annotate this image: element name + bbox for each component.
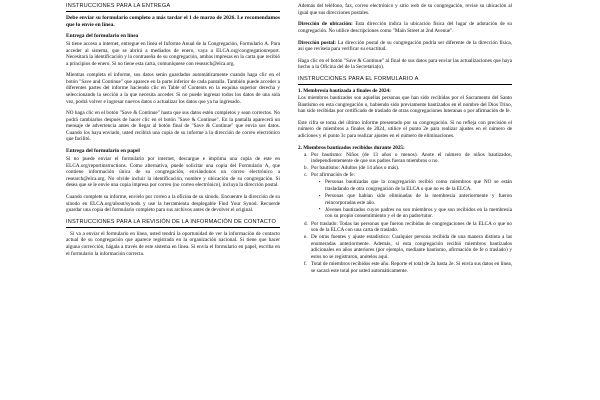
delivery-instructions-heading: INSTRUCCIONES PARA LA ENTREGA: [66, 3, 280, 12]
list-item-text: Por bautismo: Niños (de 13 años o menos). Anote el número de niños bautizados, independientemente de que sus padres fueran miembros o no.: [311, 151, 512, 165]
item-1-paragraph-1: Los miembros bautizados son aquellas personas que han sido recibidas por el Sacramento del Santo Bautismo en esta congregación o, habiendo sido previamente bautizados en el nombre del Dios Trino, han sido recibidas por certificado de traslado de otras congregaciones luteranas o por afirmación de fe.: [298, 95, 512, 115]
bullet-item: ▪ Personas que habían sido eliminadas de la membresía anteriormente y fueron reincorporadas este año.: [320, 193, 512, 206]
online-submission-paragraph-1: Si tiene acceso a internet, entregue en línea el Informe Anual de la Congregación, Formulario A. Para acceder al sistema, que se abrirá a mediados de enero, vaya a ELCA.org/congregationreport. Necesitará la identificación y la contraseña de su congregación, ambas impresas en la carta que recibió a principios de enero. Si no tiene esta carta, comuníquese con research@elca.org.: [66, 40, 280, 67]
online-submission-heading: Entrega del formulario en línea: [66, 32, 139, 39]
list-marker: d.: [304, 220, 308, 227]
paper-submission-paragraph-2: Cuando complete su informe, envíelo por correo a la oficina de su sínodo. Encuentre la dirección de su sínodo en ELCA.org/about/synods y use la herramienta desplegable Find Your Synod. Recuerde guardar una copia del formulario completo para sus archivos antes de devolver el original.: [66, 194, 280, 214]
item-1-title: 1. Membresía bautizada a finales de 2024:: [298, 88, 391, 95]
left-column: [66, 3, 280, 262]
save-continue-paragraph: Haga clic en el botón "Save & Continue" al final de sus datos para enviar las actualizaciones que haya hecho a la Oficina del de la Secretaria(o).: [298, 57, 512, 71]
item-2-sub-f: [304, 261, 512, 274]
contact-review-continuation: Además del teléfono, fax, correo electrónico y sitio web de su congregación, revise su ubicación al igual que sus direcciones postales.: [298, 3, 512, 16]
location-address-text: Esta dirección indica la ubicación física del lugar de adoración de su congregación. No utilice descripciones como "Main Street at 2nd Avenue".: [298, 21, 512, 34]
item-2-sub-c: [304, 172, 512, 219]
item-2-sublist: [298, 152, 512, 275]
list-marker: f.: [304, 261, 308, 268]
location-address-paragraph: [298, 21, 512, 34]
item-1-paragraph-2: Este cifra se toma del último informe presentado por su congregación. Si no refleja con precisión el número de miembros a finales de 2024, utilice el punto 2e para realizar ajustes en el número de adiciones y el punto 3c para realizar ajustes en el número de eliminaciones.: [298, 119, 512, 139]
list-item-text: Por traslado: Todas las personas que fueron recibidas de congregaciones de la ELCA o que no son de la ELCA con una carta de traslado.: [311, 220, 512, 234]
online-submission-paragraph-2: Mientras completa el informe, sus datos serán guardados automáticamente cuando haga clic en el botón "Save and Continue" que aparece en la parte inferior de cada pantalla. También puede acceder a diferentes partes del informe haciendo clic en Table of Contents en la esquina superior derecha y seleccionando la sección a la que necesita acceder. Si no puede ingresar todos los datos de una sola vez, podrá volver e ingresar nuevos datos o actualizar los datos que ya ha ingresado.: [66, 72, 280, 105]
paper-submission-paragraph-1: Si no puede enviar el formulario por internet, descargue e imprima una copia de este en ELCA.org/reportinstructions. Como alternativa, puede solicitar una copia del Formulario A, que contiene información única de su congregación, enviándonos un correo electrónico a research@elca.org. No olvide incluir la identificación, nombre y ubicación de su congregación. Si desea que se le envíe una copia impresa por correo (no correo electrónico), incluya la dirección postal.: [66, 156, 280, 189]
item-2-sub-b: [304, 165, 512, 172]
list-item-text: De otras fuentes y ajuste estadístico: Cualquier persona recibida de una manera distinta a las enumeradas anteriormente. Además, si esta congregación recibió miembros bautizados adicionales en años anteriores (por ejemplo, mediante bautismo, afirmación de fe o traslado) y estos no se registraron, anótelos aquí.: [311, 234, 512, 260]
list-item-text: Por afirmación de fe:: [311, 172, 355, 179]
delivery-deadline-text: Debe enviar su formulario completo a más tardar el 1 de marzo de 2026. Le recomendamos que lo envíe en línea.: [66, 14, 280, 28]
item-2-sub-e: [304, 234, 512, 260]
bullet-item: ▪ Jóvenes bautizados cuyos padres no son miembros y que son recibidos en la membresía con su propio consentimiento y el de un padre/tutor.: [320, 207, 512, 220]
list-marker: c.: [304, 172, 308, 179]
item-2c-bullet-list: [311, 179, 512, 219]
contact-review-paragraph-1: Si va a enviar el formulario en línea, usted tendrá la oportunidad de ver la información de contacto actual de su congregación que aparece registrada en la organización nacional. Si tiene que hacer alguna corrección, hágala a través de este sistema en línea. Si envía el formulario en papel, escriba en el formulario la información correcta.: [66, 230, 280, 257]
form-a-instructions-heading: INSTRUCCIONES PARA EL FORMULARIO A: [298, 76, 512, 85]
postal-address-paragraph: [298, 40, 512, 53]
list-marker: b.: [304, 165, 308, 172]
bullet-item: ▪ Personas bautizadas que la congregación recibió como miembros que NO se están trasladando de otra congregación de la ELCA o que no es de la ELCA.: [320, 179, 512, 192]
list-item-text: Por bautismo: Adultos (de 14 años o más).: [311, 165, 400, 172]
contact-review-instructions-heading: INSTRUCCIONES PARA LA REVISIÓN DE LA INFORMACIÓN DE CONTACTO: [66, 219, 280, 228]
location-address-label: Dirección de ubicación:: [298, 21, 353, 28]
list-marker: e.: [304, 234, 308, 241]
item-2-title: 2. Miembros bautizados recibidos durante 2025:: [298, 144, 405, 151]
postal-address-text: La dirección postal de su congregación podría ser diferente de la dirección física, así que revísela para verificar su exactitud.: [298, 39, 512, 53]
list-item-text: Total de miembros recibidos este año. Reporte el total de 2a hasta 2e. Si envía sus datos en línea, se sacará este total por usted automáticamente.: [311, 261, 512, 274]
right-column: [298, 3, 512, 275]
postal-address-label: Dirección postal:: [298, 39, 336, 46]
online-submission-paragraph-3: NO haga clic en el botón "Save & Continue" hasta que sus datos estén completos y sean correctos. No podrá cambiarlos después de hacer clic en el botón "Save & Continue". En la pantalla aparecerá un mensaje de advertencia antes de llegar al botón final de "Save & Continue" que envía sus datos. Cuando los haya enviado, usted recibirá una copia de su informe a la dirección de correo electrónico que facilitó.: [66, 110, 280, 143]
paper-submission-heading: Entrega del formulario en papel: [66, 148, 140, 155]
item-2-sub-d: [304, 221, 512, 234]
item-2-sub-a: [304, 152, 512, 165]
list-marker: a.: [304, 151, 308, 158]
